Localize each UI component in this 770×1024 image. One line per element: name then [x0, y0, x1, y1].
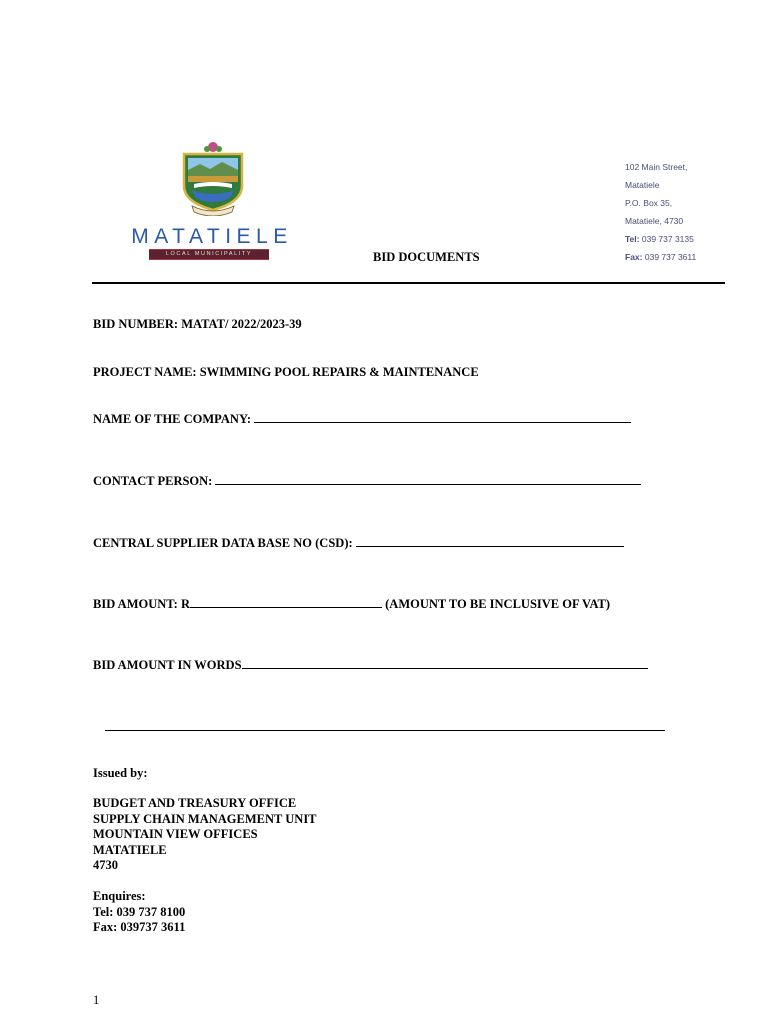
- bid-amount-input[interactable]: [190, 596, 382, 608]
- company-name-row: [93, 411, 631, 427]
- municipality-logo: [115, 140, 305, 265]
- issuer-line: BUDGET AND TREASURY OFFICE: [93, 796, 297, 810]
- enquiries-heading: Enquires:: [93, 889, 146, 903]
- bid-amount-label: BID AMOUNT: R: [93, 597, 190, 611]
- address-block: [625, 160, 765, 268]
- fax-label: Fax:: [625, 252, 643, 262]
- address-street: 102 Main Street,: [625, 162, 688, 172]
- enquiries-block: [93, 889, 185, 936]
- bid-amount-words-label: BID AMOUNT IN WORDS: [93, 658, 242, 672]
- project-name: PROJECT NAME: SWIMMING POOL REPAIRS & MAINTENANCE: [93, 365, 479, 379]
- address-town-code: Matatiele, 4730: [625, 216, 684, 226]
- tel-label: Tel:: [625, 234, 640, 244]
- enquiries-tel: Tel: 039 737 8100: [93, 904, 186, 919]
- company-name-label: NAME OF THE COMPANY:: [93, 412, 251, 426]
- csd-input[interactable]: [356, 535, 624, 547]
- address-fax: [625, 250, 765, 268]
- bid-amount-words-input-2[interactable]: [105, 719, 665, 731]
- page-number: 1: [93, 993, 100, 1007]
- bid-number: BID NUMBER: MATAT/ 2022/2023-39: [93, 317, 302, 331]
- csd-row: [93, 535, 624, 551]
- logo-banner: LOCAL MUNICIPALITY: [149, 249, 269, 260]
- bid-amount-row: [93, 596, 610, 612]
- issuer-line: 4730: [93, 858, 118, 872]
- issuer-block: [93, 796, 317, 874]
- header-divider: [92, 282, 725, 284]
- coat-of-arms-icon: [174, 140, 252, 216]
- csd-label: CENTRAL SUPPLIER DATA BASE NO (CSD):: [93, 536, 353, 550]
- bid-amount-words-input[interactable]: [242, 657, 648, 669]
- bid-amount-words-row: [93, 657, 648, 673]
- issuer-line: MATATIELE: [93, 842, 167, 857]
- contact-person-row: [93, 473, 641, 489]
- issuer-line: SUPPLY CHAIN MANAGEMENT UNIT: [93, 811, 317, 826]
- issued-by-heading: Issued by:: [93, 766, 148, 780]
- address-town: Matatiele: [625, 180, 660, 190]
- bid-amount-note: (AMOUNT TO BE INCLUSIVE OF VAT): [385, 597, 611, 611]
- address-po-box: P.O. Box 35,: [625, 198, 673, 208]
- document-title: BID DOCUMENTS: [373, 250, 480, 264]
- bid-amount-words-line-2: [105, 719, 665, 735]
- fax-value: 039 737 3611: [644, 252, 697, 262]
- contact-person-label: CONTACT PERSON:: [93, 474, 213, 488]
- address-tel: [625, 232, 765, 250]
- company-name-input[interactable]: [254, 411, 631, 423]
- tel-value: 039 737 3135: [641, 234, 694, 244]
- logo-wordmark: MATATIELE: [131, 225, 293, 248]
- enquiries-fax: Fax: 039737 3611: [93, 920, 186, 934]
- contact-person-input[interactable]: [215, 473, 641, 485]
- issuer-line: MOUNTAIN VIEW OFFICES: [93, 827, 258, 841]
